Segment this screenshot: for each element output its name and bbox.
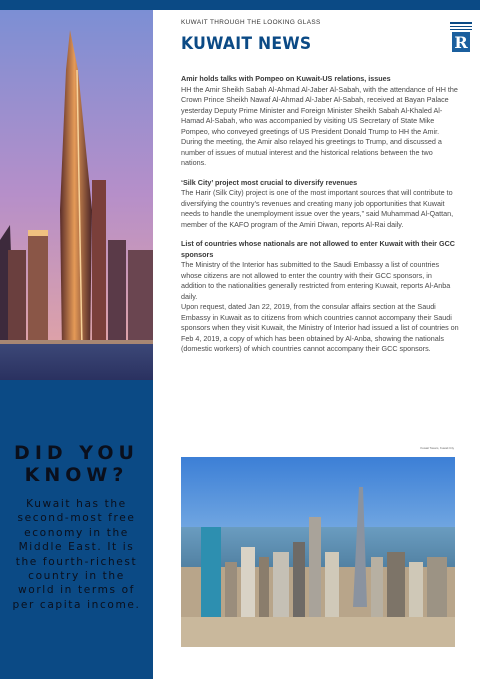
article-gcc-sponsors xyxy=(181,239,459,355)
did-you-know-fact: Kuwait has the second-most free economy in the Middle East. It is the fourth-richest country in the world in terms of per capita income. xyxy=(12,498,141,611)
section-eyebrow: KUWAIT THROUGH THE LOOKING GLASS xyxy=(181,19,321,26)
article-heading: List of countries whose nationals are not allowed to enter Kuwait with their GCC sponsors xyxy=(181,239,455,259)
publication-logo-icon xyxy=(450,22,472,54)
photo-caption: Kuwait Towers, Kuwait City xyxy=(420,446,454,450)
top-color-band xyxy=(0,0,480,10)
article-heading: ‘Silk City’ project most crucial to diversify revenues xyxy=(181,177,358,187)
tower-night-photo xyxy=(0,10,153,380)
news-articles xyxy=(181,74,459,364)
left-sidebar xyxy=(0,10,153,679)
page-title: KUWAIT NEWS xyxy=(181,34,312,54)
article-body: Upon request, dated Jan 22, 2019, from the consular affairs section at the Saudi Embassy in Kuwait as to citizens from which countries cannot accompany their Saudi sponsors when they visit Kuwait, the Ministry of Interior had issued a list of countries on Feb 4, 2019, a copy of which has been obtained by Al-Anba, showing the nationals (domestic workers) of which countries cannot accompany their GCC sponsors. xyxy=(181,302,459,353)
did-you-know-heading: DID YOU KNOW? xyxy=(14,442,139,486)
article-body: The Harir (Silk City) project is one of the most important sources that will contribute to diversifying the country’s revenues and creating many job opportunities that Kuwait needs to handle the unemployment issue over the years,” said Muhammad Al-Qattan, member of the KAFO program of the Amiri Diwan, reports Al-Rai daily. xyxy=(181,188,454,229)
kuwait-city-skyline-photo xyxy=(181,457,455,647)
article-silk-city xyxy=(181,178,459,231)
article-body: HH the Amir Sheikh Sabah Al-Ahmad Al-Jaber Al-Sabah, with the attendance of HH the Crown Prince Sheikh Nawaf Al-Ahmad Al-Jaber Al-Sabah, received at Bayan Palace yesterday Deputy Prime Minister and Foreign Minister Sheikh Sabah Al-Khaled Al-Hamad Al-Sabah, who was accompanied by visiting US Secretary of State Mike Pompeo, who conveyed greetings of US President Donald Trump to HH the Amir. During the meeting, the Amir also relayed his greetings to Trump, and discussed a number of issues of mutual interest and the historical relations between the two nations. xyxy=(181,84,458,167)
article-heading: Amir holds talks with Pompeo on Kuwait-US relations, issues xyxy=(181,74,391,83)
article-amir-pompeo xyxy=(181,74,459,169)
article-body: The Ministry of the Interior has submitted to the Saudi Embassy a list of countries whose citizens are not allowed to enter the country with their GCC sponsors, in addition to the nationalities generally restricted from entering Kuwait, reports Al-Anba daily. xyxy=(181,260,451,301)
svg-text:R: R xyxy=(454,33,468,52)
